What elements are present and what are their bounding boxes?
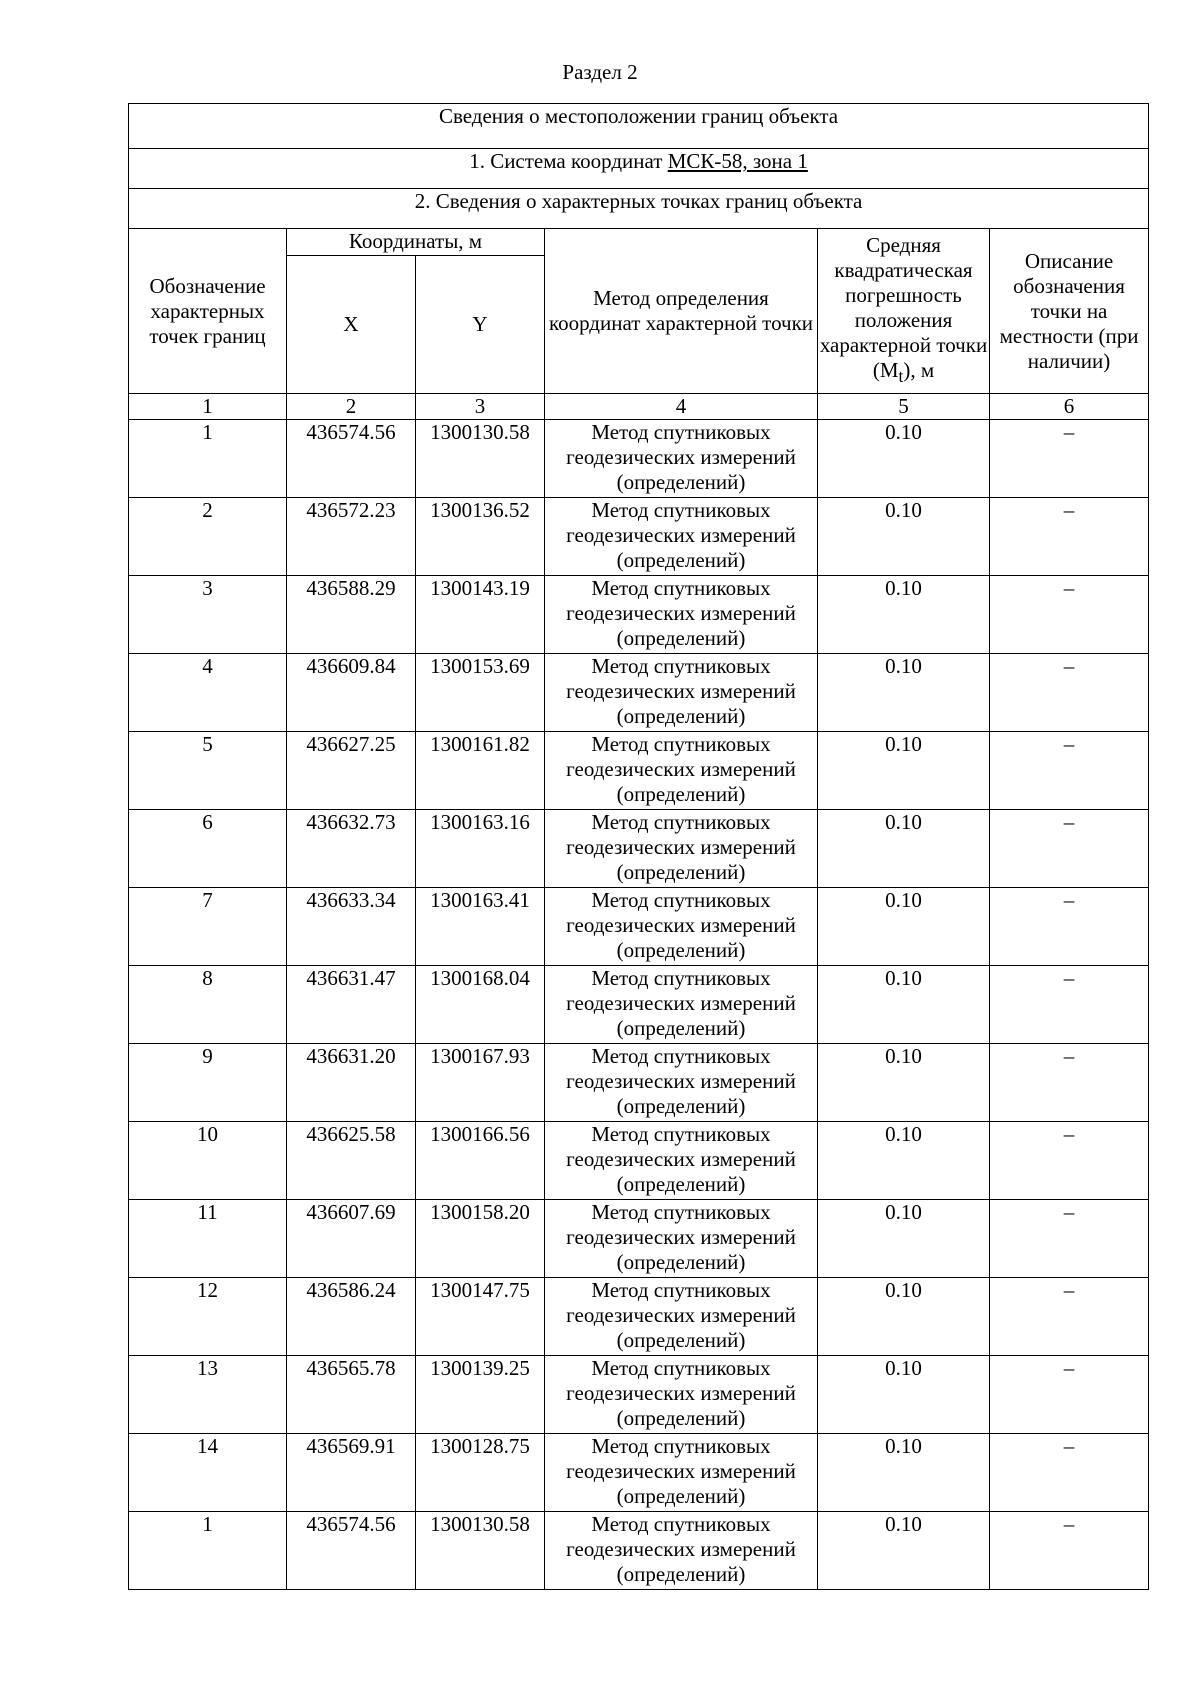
point-y: 1300143.19 bbox=[416, 576, 545, 654]
point-y: 1300128.75 bbox=[416, 1434, 545, 1512]
point-description: – bbox=[990, 810, 1149, 888]
point-id: 5 bbox=[129, 732, 287, 810]
point-y: 1300139.25 bbox=[416, 1356, 545, 1434]
point-id: 2 bbox=[129, 498, 287, 576]
point-description: – bbox=[990, 966, 1149, 1044]
table-row bbox=[129, 888, 1149, 966]
header-designation: Обозначение характерных точек границ bbox=[129, 229, 287, 394]
point-x: 436631.47 bbox=[287, 966, 416, 1044]
point-x: 436607.69 bbox=[287, 1200, 416, 1278]
point-description: – bbox=[990, 732, 1149, 810]
point-description: – bbox=[990, 420, 1149, 498]
point-error: 0.10 bbox=[818, 810, 990, 888]
point-description: – bbox=[990, 1122, 1149, 1200]
point-error: 0.10 bbox=[818, 1200, 990, 1278]
point-id: 7 bbox=[129, 888, 287, 966]
coordinate-system-value: МСК-58, зона 1 bbox=[667, 149, 808, 173]
column-number: 3 bbox=[416, 394, 545, 420]
point-method: Метод спутниковых геодезических измерений (определений) bbox=[545, 1200, 818, 1278]
table-row bbox=[129, 1044, 1149, 1122]
point-error: 0.10 bbox=[818, 1278, 990, 1356]
point-description: – bbox=[990, 1278, 1149, 1356]
point-error: 0.10 bbox=[818, 1122, 990, 1200]
header-x: X bbox=[287, 256, 416, 394]
point-y: 1300163.41 bbox=[416, 888, 545, 966]
point-x: 436572.23 bbox=[287, 498, 416, 576]
point-x: 436574.56 bbox=[287, 420, 416, 498]
header-description: Описание обозначения точки на местности (при наличии) bbox=[990, 229, 1149, 394]
point-id: 10 bbox=[129, 1122, 287, 1200]
boundary-points-table bbox=[128, 103, 1149, 1590]
point-id: 8 bbox=[129, 966, 287, 1044]
point-error: 0.10 bbox=[818, 1434, 990, 1512]
header-error-main: Средняя квадратическая погрешность положения характерной точки (M bbox=[819, 232, 988, 382]
point-method: Метод спутниковых геодезических измерений (определений) bbox=[545, 1356, 818, 1434]
point-y: 1300158.20 bbox=[416, 1200, 545, 1278]
point-id: 1 bbox=[129, 1512, 287, 1590]
point-method: Метод спутниковых геодезических измерений (определений) bbox=[545, 420, 818, 498]
point-x: 436631.20 bbox=[287, 1044, 416, 1122]
point-x: 436565.78 bbox=[287, 1356, 416, 1434]
point-y: 1300163.16 bbox=[416, 810, 545, 888]
point-description: – bbox=[990, 654, 1149, 732]
point-description: – bbox=[990, 1044, 1149, 1122]
point-error: 0.10 bbox=[818, 498, 990, 576]
point-method: Метод спутниковых геодезических измерений (определений) bbox=[545, 888, 818, 966]
point-id: 6 bbox=[129, 810, 287, 888]
coordinate-system-row bbox=[129, 149, 1149, 189]
point-x: 436625.58 bbox=[287, 1122, 416, 1200]
point-error: 0.10 bbox=[818, 654, 990, 732]
table-row bbox=[129, 1278, 1149, 1356]
point-error: 0.10 bbox=[818, 1044, 990, 1122]
header-coordinates: Координаты, м bbox=[287, 229, 545, 256]
point-id: 14 bbox=[129, 1434, 287, 1512]
point-method: Метод спутниковых геодезических измерений (определений) bbox=[545, 732, 818, 810]
point-y: 1300167.93 bbox=[416, 1044, 545, 1122]
table-row bbox=[129, 810, 1149, 888]
point-y: 1300147.75 bbox=[416, 1278, 545, 1356]
header-error bbox=[818, 229, 990, 394]
point-x: 436569.91 bbox=[287, 1434, 416, 1512]
point-description: – bbox=[990, 1434, 1149, 1512]
point-y: 1300168.04 bbox=[416, 966, 545, 1044]
table-row bbox=[129, 966, 1149, 1044]
point-y: 1300130.58 bbox=[416, 1512, 545, 1590]
column-number: 1 bbox=[129, 394, 287, 420]
column-number: 2 bbox=[287, 394, 416, 420]
points-heading: 2. Сведения о характерных точках границ объекта bbox=[129, 189, 1149, 229]
section-title: Раздел 2 bbox=[562, 60, 638, 84]
point-error: 0.10 bbox=[818, 576, 990, 654]
column-number: 5 bbox=[818, 394, 990, 420]
table-row bbox=[129, 420, 1149, 498]
point-method: Метод спутниковых геодезических измерений (определений) bbox=[545, 1434, 818, 1512]
point-x: 436609.84 bbox=[287, 654, 416, 732]
point-id: 13 bbox=[129, 1356, 287, 1434]
point-method: Метод спутниковых геодезических измерений (определений) bbox=[545, 810, 818, 888]
point-x: 436586.24 bbox=[287, 1278, 416, 1356]
point-error: 0.10 bbox=[818, 966, 990, 1044]
table-caption: Сведения о местоположении границ объекта bbox=[129, 104, 1149, 149]
point-error: 0.10 bbox=[818, 1356, 990, 1434]
coordinate-system-label: 1. Система координат bbox=[469, 149, 668, 173]
table-row bbox=[129, 576, 1149, 654]
column-number: 4 bbox=[545, 394, 818, 420]
table-row bbox=[129, 1512, 1149, 1590]
header-error-sub: t bbox=[898, 366, 904, 387]
point-id: 12 bbox=[129, 1278, 287, 1356]
column-numbers-row bbox=[129, 394, 1149, 420]
point-description: – bbox=[990, 1200, 1149, 1278]
point-error: 0.10 bbox=[818, 1512, 990, 1590]
point-y: 1300136.52 bbox=[416, 498, 545, 576]
table-row bbox=[129, 732, 1149, 810]
point-error: 0.10 bbox=[818, 732, 990, 810]
point-x: 436632.73 bbox=[287, 810, 416, 888]
table-row bbox=[129, 1122, 1149, 1200]
point-y: 1300161.82 bbox=[416, 732, 545, 810]
point-id: 4 bbox=[129, 654, 287, 732]
point-description: – bbox=[990, 576, 1149, 654]
table-row bbox=[129, 1434, 1149, 1512]
point-description: – bbox=[990, 1512, 1149, 1590]
point-error: 0.10 bbox=[818, 888, 990, 966]
point-description: – bbox=[990, 1356, 1149, 1434]
point-y: 1300153.69 bbox=[416, 654, 545, 732]
point-x: 436574.56 bbox=[287, 1512, 416, 1590]
header-error-tail: ), м bbox=[903, 357, 935, 382]
point-method: Метод спутниковых геодезических измерений (определений) bbox=[545, 1278, 818, 1356]
point-x: 436633.34 bbox=[287, 888, 416, 966]
point-method: Метод спутниковых геодезических измерений (определений) bbox=[545, 498, 818, 576]
column-number: 6 bbox=[990, 394, 1149, 420]
point-x: 436627.25 bbox=[287, 732, 416, 810]
point-method: Метод спутниковых геодезических измерений (определений) bbox=[545, 654, 818, 732]
header-y: Y bbox=[416, 256, 545, 394]
table-row bbox=[129, 1356, 1149, 1434]
header-method: Метод определения координат характерной точки bbox=[545, 229, 818, 394]
point-description: – bbox=[990, 888, 1149, 966]
point-y: 1300166.56 bbox=[416, 1122, 545, 1200]
point-method: Метод спутниковых геодезических измерений (определений) bbox=[545, 576, 818, 654]
point-x: 436588.29 bbox=[287, 576, 416, 654]
point-method: Метод спутниковых геодезических измерений (определений) bbox=[545, 1044, 818, 1122]
point-method: Метод спутниковых геодезических измерений (определений) bbox=[545, 966, 818, 1044]
point-method: Метод спутниковых геодезических измерений (определений) bbox=[545, 1512, 818, 1590]
point-y: 1300130.58 bbox=[416, 420, 545, 498]
point-id: 11 bbox=[129, 1200, 287, 1278]
table-row bbox=[129, 498, 1149, 576]
point-id: 9 bbox=[129, 1044, 287, 1122]
point-error: 0.10 bbox=[818, 420, 990, 498]
point-id: 1 bbox=[129, 420, 287, 498]
table-row bbox=[129, 654, 1149, 732]
point-description: – bbox=[990, 498, 1149, 576]
table-row bbox=[129, 1200, 1149, 1278]
point-id: 3 bbox=[129, 576, 287, 654]
point-method: Метод спутниковых геодезических измерений (определений) bbox=[545, 1122, 818, 1200]
